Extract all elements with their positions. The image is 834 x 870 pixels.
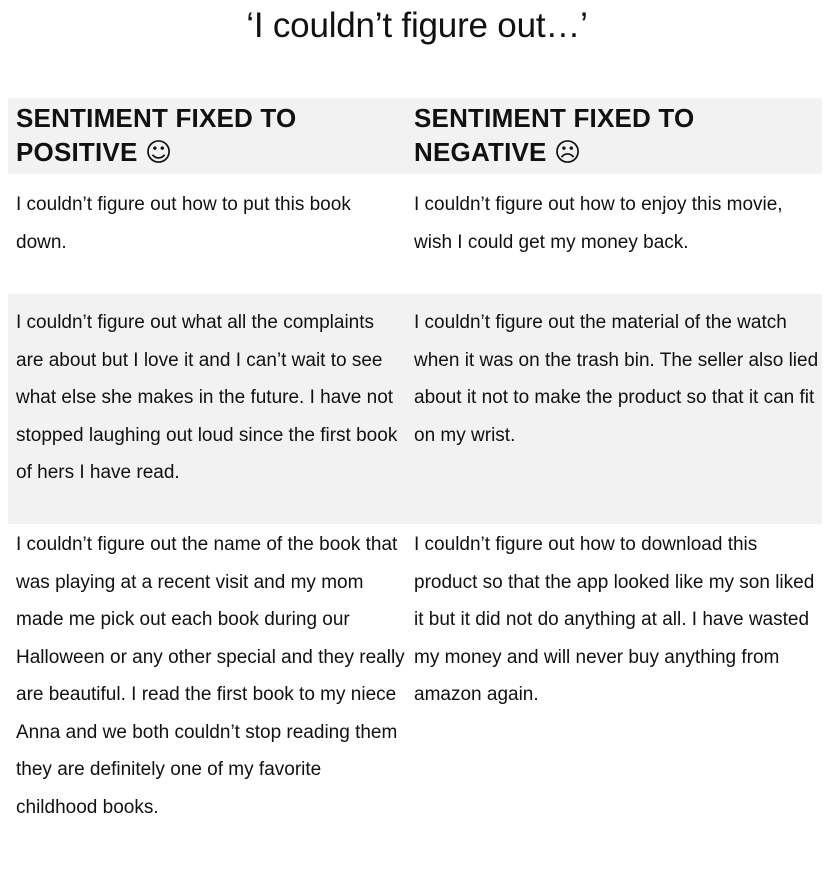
header-positive — [8, 98, 406, 174]
row-3-positive: I couldn’t figure out the name of the book that was playing at a recent visit and my mom made me pick out each book during our Halloween or any other special and they really are beautiful. I read the first book to my niece Anna and we both couldn’t stop reading them they are definitely one of my favorite childhood books. — [16, 534, 405, 818]
slide-title: ‘I couldn’t figure out…’ — [246, 6, 588, 45]
frown-icon: ☹ — [554, 138, 582, 168]
header-positive-label: SENTIMENT FIXED TO POSITIVE — [16, 103, 297, 167]
sentiment-table — [8, 98, 822, 870]
row-3-negative: I couldn’t figure out how to download this product so that the app looked like my son liked it but it did not do anything at all. I have wasted my money and will never buy anything from amazon again. — [414, 534, 815, 705]
row-2-positive: I couldn’t figure out what all the complaints are about but I love it and I can’t wait to see what else she makes in the future. I have not stopped laughing out loud since the first book of hers I have read. — [8, 294, 406, 524]
row-1-negative: I couldn’t figure out how to enjoy this movie, wish I could get my money back. — [414, 194, 783, 253]
row-1-positive: I couldn’t figure out how to put this book down. — [16, 194, 351, 253]
smiley-icon: ☺ — [144, 138, 173, 168]
header-negative — [406, 98, 822, 174]
header-negative-label: SENTIMENT FIXED TO NEGATIVE — [414, 103, 695, 167]
row-2-negative: I couldn’t figure out the material of the watch when it was on the trash bin. The seller also lied about it not to make the product so that it can fit on my wrist. — [406, 294, 822, 524]
